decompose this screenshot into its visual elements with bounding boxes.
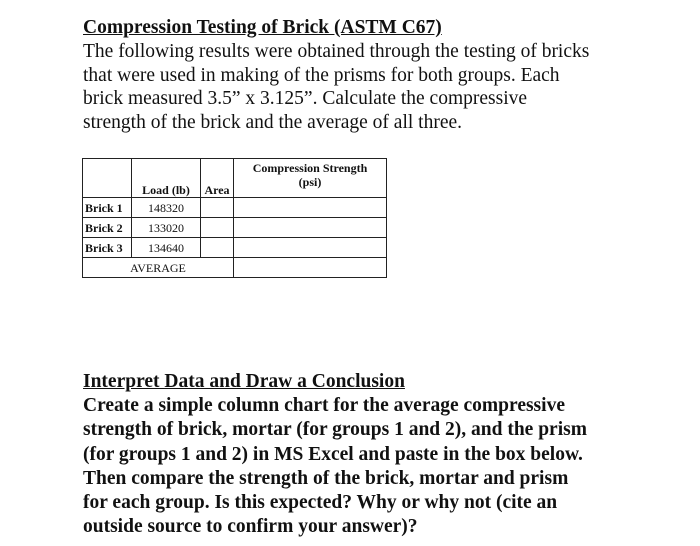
header-compression-label: Compression Strength: [252, 161, 368, 175]
row-compression: [234, 238, 387, 258]
average-label: AVERAGE: [83, 258, 234, 278]
conclusion-line-4: Then compare the strength of the brick, mortar and prism: [83, 467, 569, 489]
row-compression: [234, 198, 387, 218]
row-area: [201, 218, 234, 238]
row-area: [201, 238, 234, 258]
intro-line-1: The following results were obtained through the testing of bricks: [83, 40, 590, 62]
intro-line-4: strength of the brick and the average of all three.: [83, 112, 463, 134]
row-name: Brick 1: [83, 198, 132, 218]
row-load: 133020: [132, 218, 201, 238]
table-header-row: [83, 159, 387, 198]
conclusion-line-6: outside source to confirm your answer)?: [83, 516, 418, 538]
conclusion-line-3: (for groups 1 and 2) in MS Excel and paste in the box below.: [83, 443, 583, 465]
row-load: 134640: [132, 238, 201, 258]
table-row: [83, 198, 387, 218]
conclusion-line-1: Create a simple column chart for the average compressive: [83, 395, 565, 417]
intro-line-2: that were used in making of the prisms for both groups. Each: [83, 64, 560, 86]
average-row: [83, 258, 387, 278]
intro-line-3: brick measured 3.5” x 3.125”. Calculate the compressive: [83, 88, 528, 110]
section-title: Compression Testing of Brick (ASTM C67): [83, 17, 442, 38]
table-row: [83, 238, 387, 258]
conclusion-heading: Interpret Data and Draw a Conclusion: [83, 371, 405, 392]
row-name: Brick 3: [83, 238, 132, 258]
header-area: Area: [201, 159, 234, 198]
header-compression: [234, 159, 387, 198]
header-blank-cell: [83, 159, 132, 198]
conclusion-line-5: for each group. Is this expected? Why or why not (cite an: [83, 492, 558, 514]
row-name: Brick 2: [83, 218, 132, 238]
row-compression: [234, 218, 387, 238]
conclusion-line-2: strength of brick, mortar (for groups 1 and 2), and the prism: [83, 419, 587, 441]
row-area: [201, 198, 234, 218]
intro-section: [83, 16, 643, 135]
results-table: [82, 158, 387, 278]
average-value: [234, 258, 387, 278]
conclusion-section: [83, 370, 643, 539]
header-compression-unit: (psi): [298, 175, 322, 189]
table-row: [83, 218, 387, 238]
header-load: Load (lb): [132, 159, 201, 198]
row-load: 148320: [132, 198, 201, 218]
